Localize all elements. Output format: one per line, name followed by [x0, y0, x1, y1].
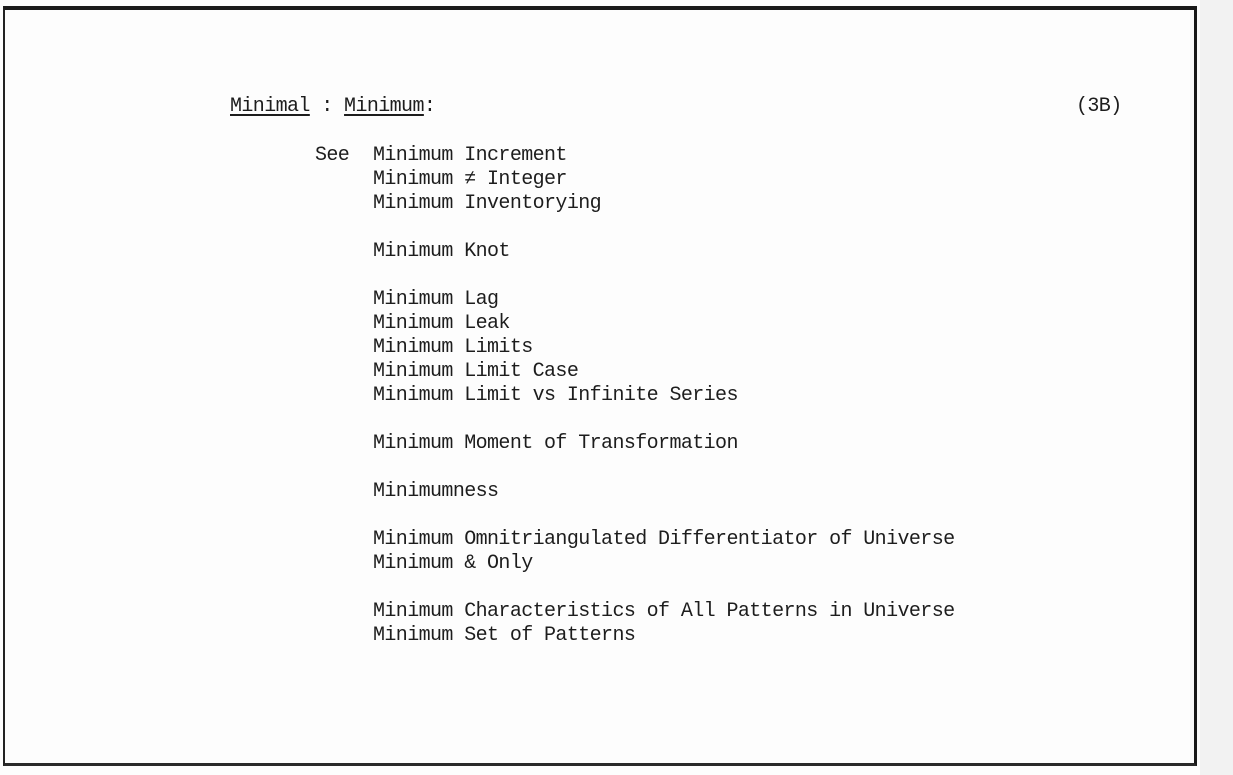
list-item: Minimum Omnitriangulated Differentiator of Universe [373, 528, 955, 551]
heading-colon: : [423, 95, 436, 118]
list-item: Minimum Knot [373, 240, 510, 263]
list-item: Minimum Limit vs Infinite Series [373, 384, 738, 407]
heading-term-minimal: Minimal [230, 95, 310, 118]
card-heading [230, 95, 435, 119]
list-item: Minimum Inventorying [373, 192, 602, 215]
page-margin [1200, 0, 1233, 775]
see-label: See [315, 144, 350, 167]
list-item: Minimum Increment [373, 144, 567, 167]
list-item: Minimum ≠ Integer [373, 168, 567, 191]
list-item: Minimum Limit Case [373, 360, 579, 383]
list-item: Minimum Lag [373, 288, 499, 311]
list-item: Minimum Characteristics of All Patterns in Universe [373, 600, 955, 623]
list-item: Minimum Limits [373, 336, 533, 359]
list-item: Minimum Leak [373, 312, 510, 335]
see-reference-list [373, 144, 955, 648]
list-item: Minimum Set of Patterns [373, 624, 636, 647]
heading-term-minimum: Minimum [344, 95, 424, 118]
list-item: Minimum & Only [373, 552, 533, 575]
list-item: Minimum Moment of Transformation [373, 432, 738, 455]
card-code: (3B) [1076, 95, 1122, 118]
list-item: Minimumness [373, 480, 499, 503]
heading-separator: : [309, 95, 345, 118]
